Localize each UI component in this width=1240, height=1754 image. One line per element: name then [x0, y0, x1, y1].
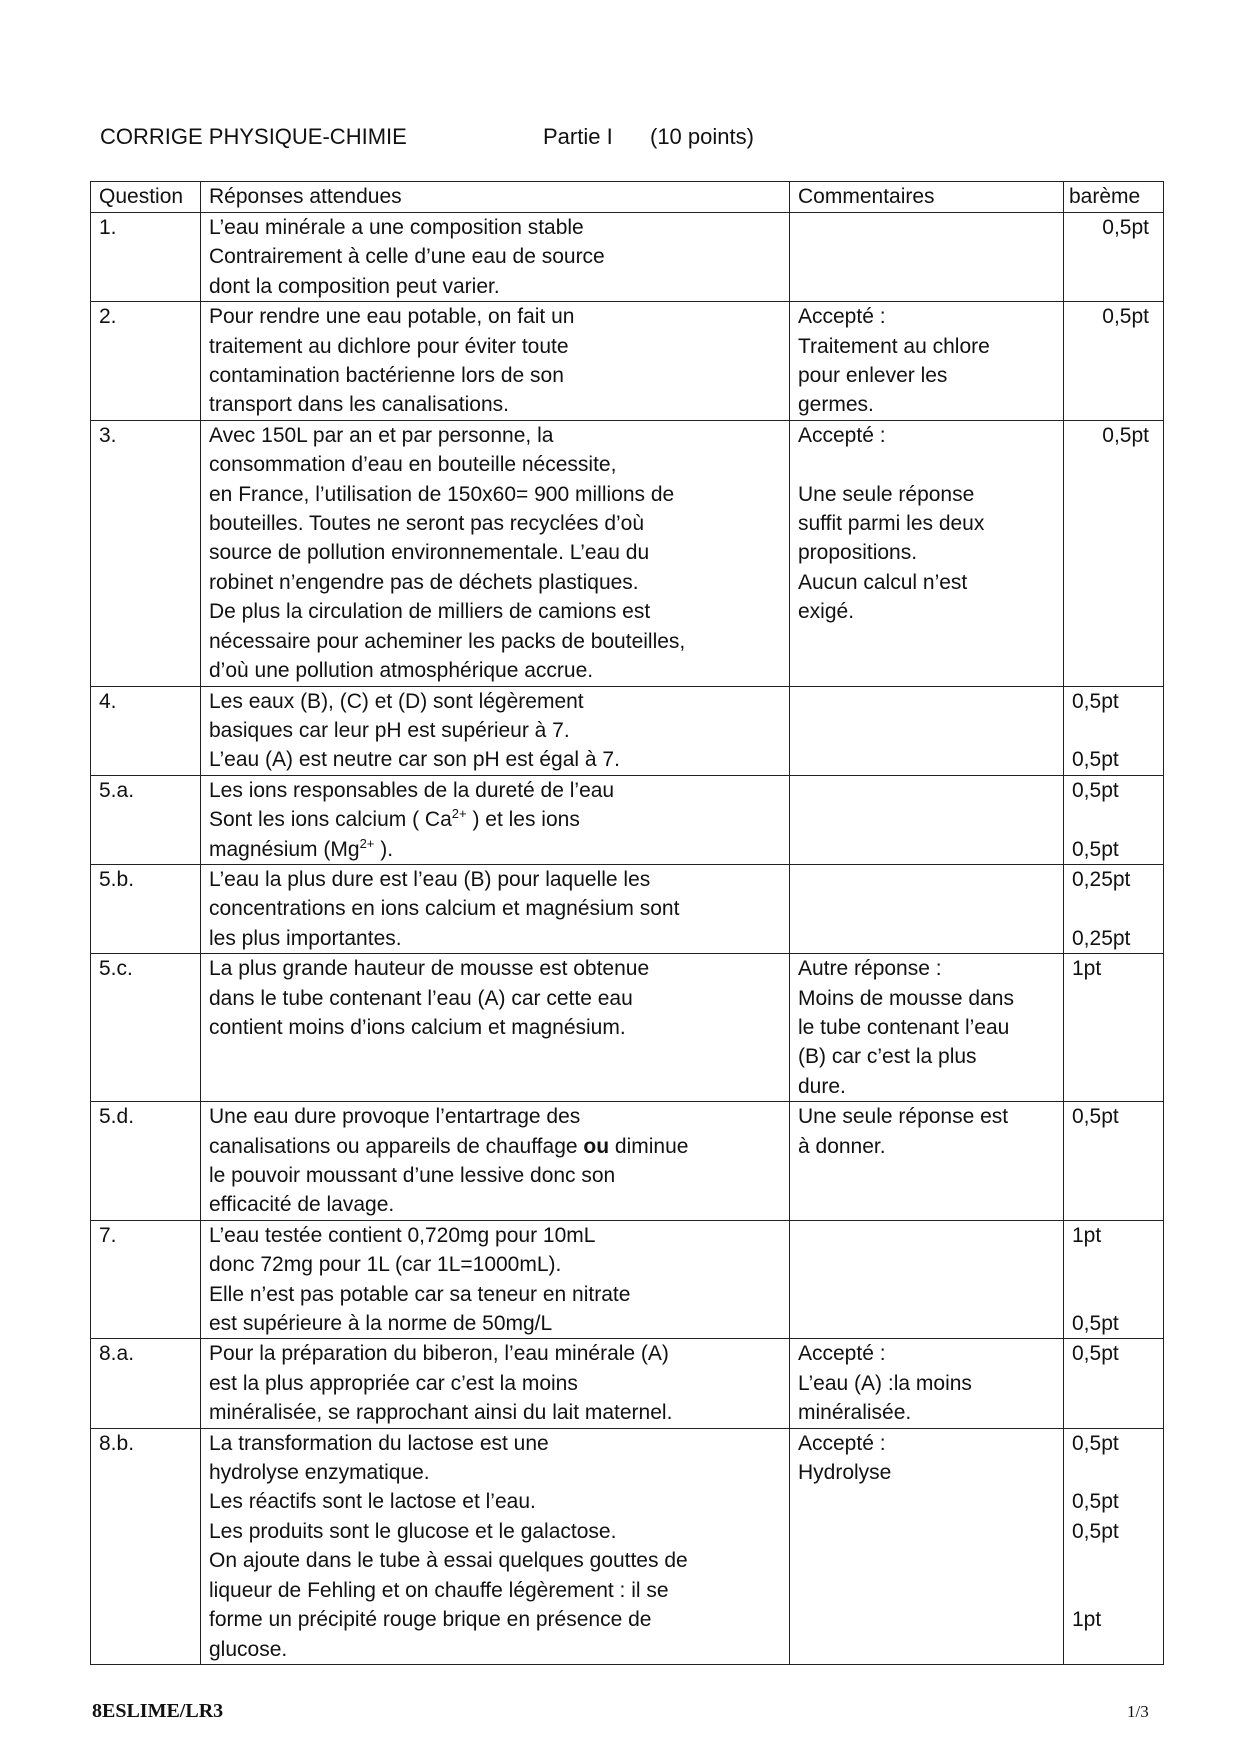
expected-answer: Une eau dure provoque l’entartrage des canalisations ou appareils de chauffage ou diminue le pouvoir moussant d’une lessive donc son efficacité de lavage.	[201, 1102, 790, 1221]
comment: Une seule réponse est à donner.	[790, 1102, 1064, 1221]
document-code: 8ESLIME/LR3	[92, 1700, 224, 1722]
question-number: 1.	[91, 213, 201, 302]
header-question: Question	[91, 182, 201, 213]
table-header-row	[91, 182, 1164, 213]
charge-superscript: 2+	[451, 806, 467, 822]
question-number: 7.	[91, 1220, 201, 1339]
table-row	[91, 213, 1164, 302]
comment	[790, 1220, 1064, 1339]
document-title: CORRIGE PHYSIQUE-CHIMIE	[100, 124, 407, 149]
comment: Accepté : L’eau (A) :la moins minéralisée.	[790, 1339, 1064, 1428]
table-row	[91, 686, 1164, 775]
header-bareme: barème	[1064, 182, 1164, 213]
answer-table	[90, 181, 1164, 1665]
part-label: Partie I	[543, 124, 613, 149]
comment: Autre réponse : Moins de mousse dans le tube contenant l’eau (B) car c’est la plus dure.	[790, 954, 1064, 1102]
expected-answer: Pour la préparation du biberon, l’eau minérale (A) est la plus appropriée car c’est la moins minéralisée, se rapprochant ainsi du lait maternel.	[201, 1339, 790, 1428]
expected-answer: Les ions responsables de la dureté de l’eau Sont les ions calcium ( $Ca^{2+}$ ) et les ions magnésium ($Mg^{2+}$ ).	[201, 775, 790, 864]
expected-answer: L’eau la plus dure est l’eau (B) pour laquelle les concentrations en ions calcium et magnésium sont les plus importantes.	[201, 864, 790, 953]
expected-answer: Avec 150L par an et par personne, la consommation d’eau en bouteille nécessite, en France, l’utilisation de 150x60= 900 millions de bouteilles. Toutes ne seront pas recyclées d’où source de pollution environnementale. L’eau du robinet n’engendre pas de déchets plastiques. De plus la circulation de milliers de camions est nécessaire pour acheminer les packs de bouteilles, d’où une pollution atmosphérique accrue.	[201, 420, 790, 686]
comment	[790, 775, 1064, 864]
expected-answer: La transformation du lactose est une hydrolyse enzymatique. Les réactifs sont le lactose et l’eau. Les produits sont le glucose et le galactose. On ajoute dans le tube à essai quelques gouttes de liqueur de Fehling et on chauffe légèrement : il se forme un précipité rouge brique en présence de glucose.	[201, 1428, 790, 1664]
comment	[790, 686, 1064, 775]
table-row	[91, 420, 1164, 686]
comment: Accepté : Traitement au chlore pour enlever les germes.	[790, 302, 1064, 421]
table-row	[91, 1428, 1164, 1664]
question-number: 4.	[91, 686, 201, 775]
comment	[790, 864, 1064, 953]
table-row	[91, 864, 1164, 953]
page-number: 1/3	[1127, 1702, 1149, 1721]
table-row	[91, 775, 1164, 864]
points: 1pt 0,5pt	[1064, 1220, 1164, 1339]
points: 0,5pt 0,5pt 0,5pt 1pt	[1064, 1428, 1164, 1664]
points: 0,5pt	[1064, 302, 1164, 421]
points: 0,5pt 0,5pt	[1064, 775, 1164, 864]
expected-answer: La plus grande hauteur de mousse est obtenue dans le tube contenant l’eau (A) car cette eau contient moins d’ions calcium et magnésium.	[201, 954, 790, 1102]
points: 0,25pt 0,25pt	[1064, 864, 1164, 953]
comment: Accepté : Hydrolyse	[790, 1428, 1064, 1664]
question-number: 2.	[91, 302, 201, 421]
expected-answer: Les eaux (B), (C) et (D) sont légèrement basiques car leur pH est supérieur à 7. L’eau (A) est neutre car son pH est égal à 7.	[201, 686, 790, 775]
header-answers: Réponses attendues	[201, 182, 790, 213]
question-number: 5.b.	[91, 864, 201, 953]
points: 0,5pt	[1064, 1102, 1164, 1221]
points: 0,5pt	[1064, 420, 1164, 686]
table-row	[91, 1102, 1164, 1221]
expected-answer: L’eau testée contient 0,720mg pour 10mL donc 72mg pour 1L (car 1L=1000mL). Elle n’est pas potable car sa teneur en nitrate est supérieure à la norme de 50mg/L	[201, 1220, 790, 1339]
question-number: 5.a.	[91, 775, 201, 864]
question-number: 5.c.	[91, 954, 201, 1102]
comment: Accepté : Une seule réponse suffit parmi les deux propositions. Aucun calcul n’est exigé.	[790, 420, 1064, 686]
table-row	[91, 302, 1164, 421]
header-comments: Commentaires	[790, 182, 1064, 213]
table-row	[91, 1339, 1164, 1428]
table-row	[91, 1220, 1164, 1339]
expected-answer: L’eau minérale a une composition stable Contrairement à celle d’une eau de source dont la composition peut varier.	[201, 213, 790, 302]
points: 0,5pt	[1064, 1339, 1164, 1428]
question-number: 8.a.	[91, 1339, 201, 1428]
table-row	[91, 954, 1164, 1102]
question-number: 5.d.	[91, 1102, 201, 1221]
comment	[790, 213, 1064, 302]
question-number: 8.b.	[91, 1428, 201, 1664]
points: 1pt	[1064, 954, 1164, 1102]
points-label: (10 points)	[650, 124, 754, 149]
points: 0,5pt 0,5pt	[1064, 686, 1164, 775]
expected-answer: Pour rendre une eau potable, on fait un traitement au dichlore pour éviter toute contamination bactérienne lors de son transport dans les canalisations.	[201, 302, 790, 421]
points: 0,5pt	[1064, 213, 1164, 302]
charge-superscript: 2+	[359, 835, 375, 851]
question-number: 3.	[91, 420, 201, 686]
